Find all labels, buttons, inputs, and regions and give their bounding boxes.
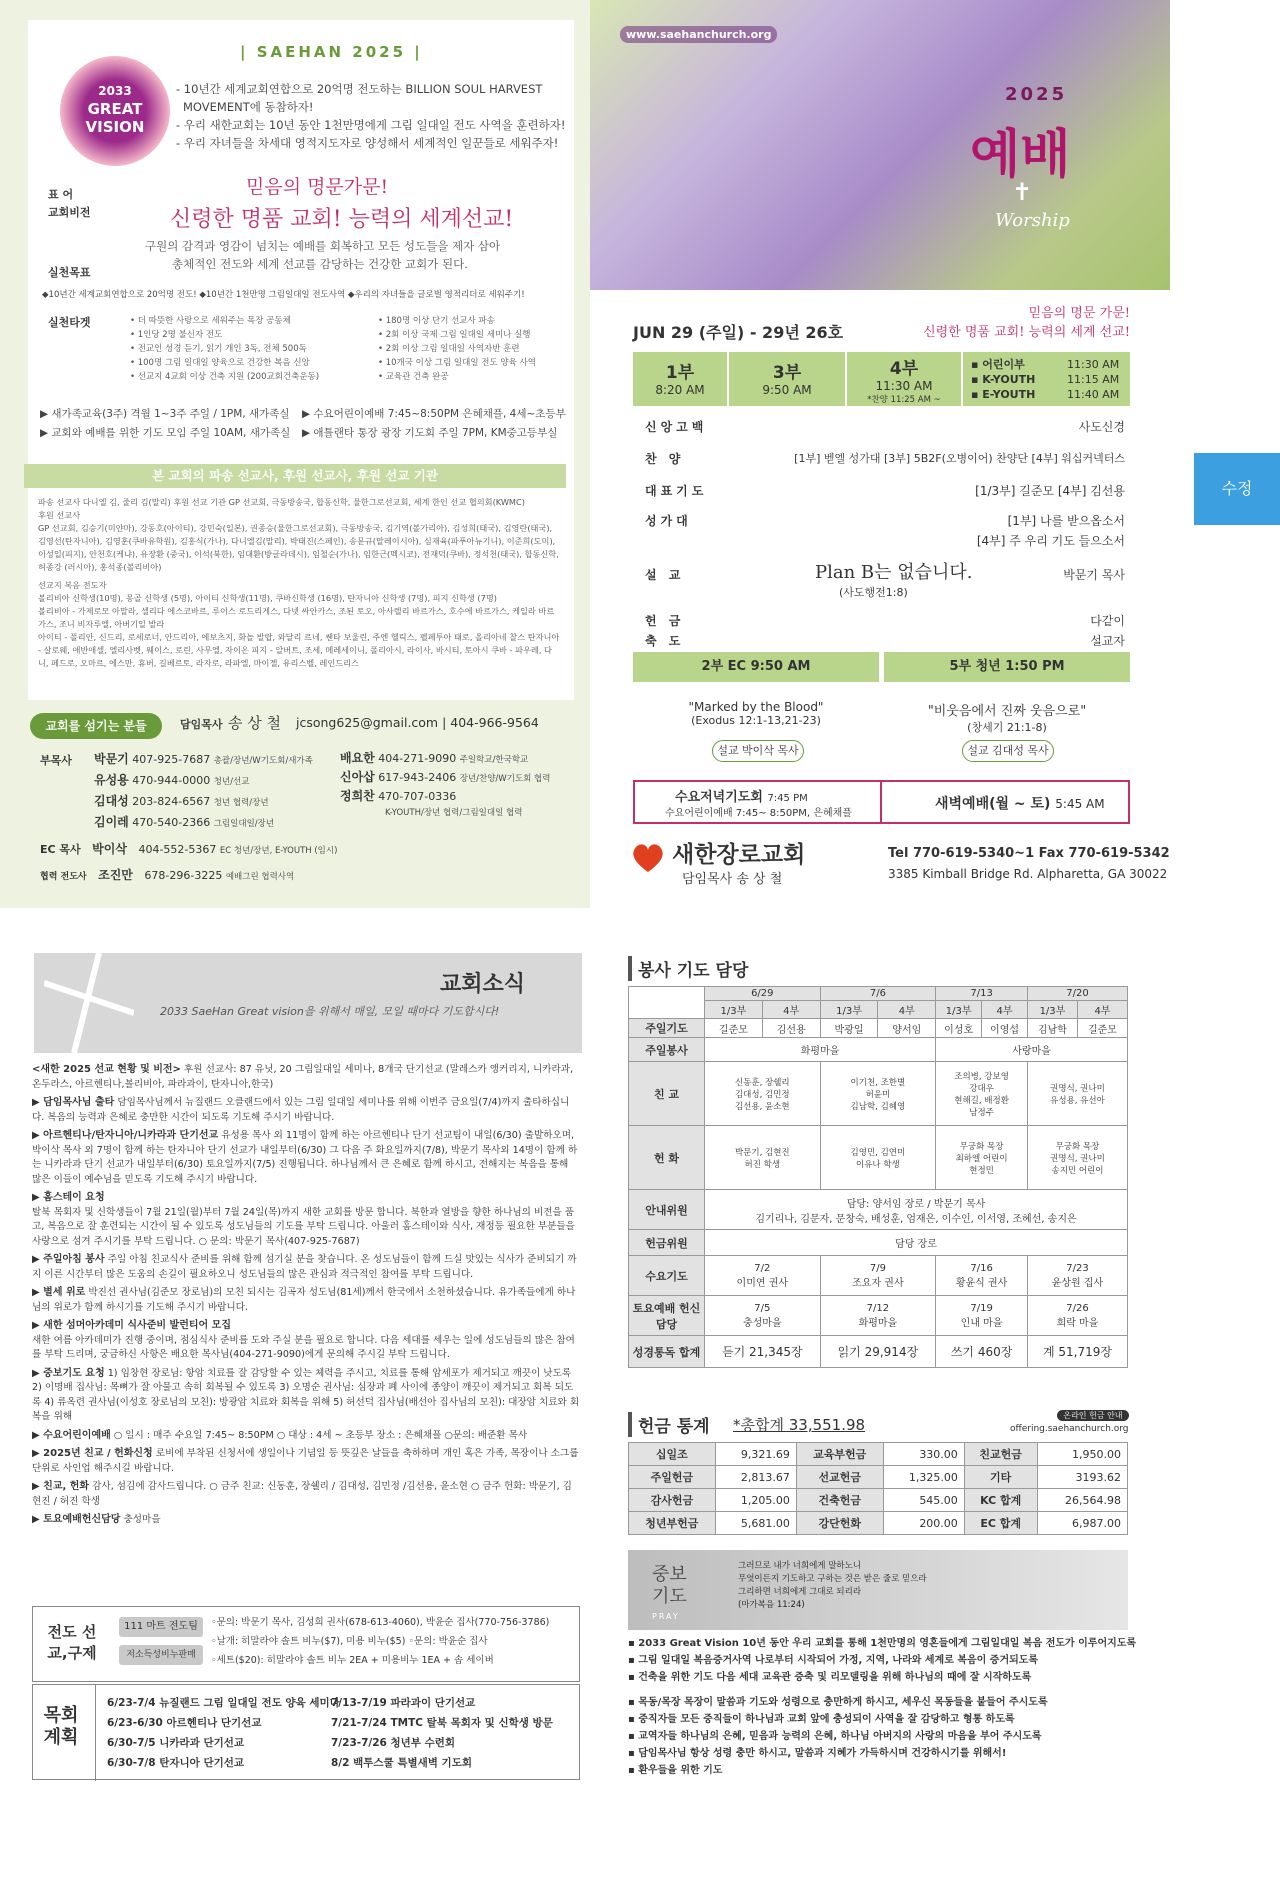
mission-bar: 본 교회의 파송 선교사, 후원 선교사, 후원 선교 기관: [24, 464, 566, 488]
service-times-bar: [633, 352, 1130, 406]
service-4: 4부 11:30 AM *찬양 11:25 AM ~: [847, 352, 963, 406]
order-choir: 성가대 [1부] 나를 받으옵소서: [645, 514, 1125, 528]
slogan-line1: 믿음의 명문가문!: [246, 176, 389, 198]
prayer-item: ▪ 2033 Great Vision 10년 동안 우리 교회를 통해 1천만명의 영혼들에게 그림일대일 복음 전도가 이루어지도록: [628, 1638, 1137, 1649]
order-offering: 헌 금 다같이: [645, 614, 1125, 628]
ec-preacher-pill: 설교 박이삭 목사: [712, 740, 804, 762]
youth-sermon: "비웃음에서 진짜 웃음으로" (창세기 21:1-8): [927, 704, 1087, 734]
table-row: 십일조 9,321.69 교육부헌금 330.00 친교헌금 1,950.00: [629, 1443, 1128, 1466]
order-confession: 신앙고백 사도신경: [645, 420, 1125, 434]
prayer-item: ▪ 목동/목장 목장이 말씀과 기도와 성령으로 충만하게 하시고, 세우신 목동들을 붙들어 주시도록: [628, 1697, 1048, 1708]
senior-pastor-contact: jcsong625@gmail.com | 404-966-9564: [296, 715, 539, 730]
service-date: JUN 29 (주일) - 29년 26호: [633, 323, 844, 342]
online-offering-link[interactable]: offering.saehanchurch.org: [1010, 1424, 1129, 1434]
plan-list-right: 7/13-7/19 파라과이 단기선교 7/21-7/24 TMTC 탈북 목회자 및 신학생 방문 7/23-7/26 청년부 수련회 8/2 백투스쿨 특별새벽 기도회: [331, 1697, 553, 1769]
mart-team-tag: 111 마트 전도팀: [119, 1617, 203, 1637]
prayer-banner-title: 중보 기도: [652, 1564, 687, 1607]
news-item: ▶ 담임목사님 출타 담임목사님께서 뉴질랜드 오클랜드에서 있는 그림 일대일 세미나를 위해 이번주 금요일(7/4)까지 출타하십니다. 복음의 능력과 은혜로 충만한 시간이 되도록 기도해 주시기 바랍니다.: [32, 1097, 570, 1123]
cross-fish-icon: ✝: [1012, 178, 1033, 206]
mission-text2: 총체적인 전도와 세계 선교를 감당하는 건강한 교회가 된다.: [172, 257, 468, 271]
prayer-verse: 그러므로 내가 너희에게 말하노니 무엇이든지 기도하고 구하는 것은 받은 줄로 믿으라 그리하면 너희에게 그대로 되리라 (마가복음 11:24): [738, 1561, 927, 1610]
table-row: 감사헌금 1,205.00 건축헌금 545.00 KC 합계 26,564.98: [629, 1489, 1128, 1512]
ec-sermon: "Marked by the Blood" (Exodus 12:1-13,21-23): [688, 700, 824, 727]
table-row: 수요기도 7/2 이미연 권사 7/9 조요자 권사 7/16 황윤식 권사 7/23 윤상원 집사: [629, 1256, 1128, 1296]
senior-pastor-label: 담임목사: [180, 718, 223, 731]
table-row: 청년부헌금 5,681.00 강단헌화 200.00 EC 합계 6,987.00: [629, 1512, 1128, 1535]
soap-sale-tag: 저소득성비누판매: [119, 1645, 203, 1665]
evangelism-label: 전도 선교,구제: [47, 1623, 97, 1662]
table-row: 토요예배 헌신담당 7/5 충성마을 7/12 화평마을 7/19 인내 마을 7/26 희락 마을: [629, 1296, 1128, 1336]
targets-right: • 180명 이상 단기 선교사 파송 • 2회 이상 국제 그림 일대일 세미나 실행 • 2회 이상 그림 일대일 사역자반 훈련 • 10개국 이상 그림 일대일 전도 양육 사역 • 교육관 건축 완공: [378, 316, 536, 382]
edit-button[interactable]: 수정: [1194, 453, 1280, 525]
prayer-banner: [628, 1550, 1128, 1630]
news-item: ▶ 2025년 친교 / 헌화신청 로비에 부착된 신청서에 생일이나 기념일 등 뜻깊은 날들을 축하하며 개인 혹은 가족, 목장이나 소그룹 단위로 사인업 해주시길 바랍니다.: [32, 1448, 579, 1474]
news-item: ▶ 수요어린이예배 ○ 일시 : 매주 수요일 7:45~ 8:50PM ○ 대상 : 4세 ~ 초등부 장소 : 은혜채플 ○문의: 배준환 목사: [32, 1429, 528, 1441]
news-list: [32, 1063, 580, 1528]
table-row: 6/29 7/6 7/13 7/20: [629, 987, 1128, 1001]
news-item: ▶ 홈스테이 요청 탈북 목회자 및 신학생들이 7월 21일(월)부터 7월 24일(목)까지 새한 교회를 방문 합니다. 북한과 열방을 향한 하나님의 비전을 품고, 복음으로 잘 훈련되는 시간이 될 수 있도록 성도님들의 기도를 부탁 드립니다. 아울러 홈스테이와 식사, 재정등 필요한 부분들을 사랑으로 섬겨 주시기를 부탁 드립니다. ○ 문의: 박문기 목사(407-925-7687): [32, 1192, 575, 1247]
badge-line2: VISION: [85, 118, 145, 136]
news-item: <새한 2025 선교 현황 및 비전> 후원 선교사: 87 유닛, 20 그림일대일 세미나, 8개국 단기선교 (말레스카 앵커리지, 니카라과, 온두라스, 아르헨티나,볼리비아, 파라과이, 탄자니아,한국): [32, 1064, 574, 1090]
online-offering: [1010, 1410, 1129, 1434]
cross-decoration-icon: [44, 953, 134, 1053]
assoc-pastor-list: 박문기 407-925-7687 총괄/장년/W기도회/새가족 유성용 470-944-0000 청년/선교 김대성 203-824-6567 청년 협력/장년 김이레 470-540-2366 그림일대일/장년: [94, 752, 313, 829]
prayer-item: ▪ 중직자들 모든 중직들이 하나님과 교회 앞에 충성되이 사역을 잘 감당하고 형통 하도록: [628, 1714, 1015, 1725]
online-offering-tag: 온라인 헌금 안내: [1057, 1410, 1128, 1421]
targets-left: • 더 따뜻한 사랑으로 세워주는 목장 공동체 • 1인당 2명 불신자 전도 • 전교인 성경 듣기, 읽기 개인 3독, 전체 500독 • 100명 그림 일대일 양육으로 건강한 복음 신앙 • 선교지 4교회 이상 건축 지원 (200교회건축운동): [130, 316, 320, 382]
service-slogan: 믿음의 명문 가문! 신령한 명품 교회! 능력의 세계 선교!: [923, 306, 1130, 340]
label-target: 실천타겟: [48, 316, 91, 329]
serving-people-tag: 교회를 섬기는 분들: [30, 713, 162, 739]
table-row: 친 교 신동훈, 장쉘리 김대성, 김민정 김선용, 윤소현 이기천, 조한별 허윤미 김남학, 김혜영 조의병, 강보영 강대우 현해길, 배정환 남정주 권명식, 권나미 유성용, 유선아: [629, 1062, 1128, 1126]
ec-pastor-row: EC 목사 박이삭 404-552-5367 EC 청년/장년, E-YOUTH (임시): [40, 842, 338, 856]
other-staff-list: 배요한 404-271-9090 주일학교/한국학교 신아삽 617-943-2406 장년/찬양/W기도회 협력 정희찬 470-707-0336 K-YOUTH/장년 협력/그림일대일 협력: [340, 751, 551, 818]
service-1: 1부 8:20 AM: [633, 352, 729, 406]
table-row: 헌금위원 담당 장로: [629, 1230, 1128, 1256]
order-praise: 찬 양 [1부] 벧엘 성가대 [3부] 5B2F(오병이어) 찬양단 [4부] 워십커넥터스: [645, 452, 1125, 466]
goal-line: ◆10년간 세계교회연합으로 20억명 전도! ◆10년간 1천만명 그림일대일 전도사역 ◆우리의 자녀들을 글로벌 영적리더로 세워주기!: [42, 290, 525, 300]
offering-title: 헌금 통계: [628, 1412, 710, 1437]
order-sermon: 설 교 Plan B는 없습니다. (사도행전1:8) 박문기 목사: [645, 562, 1125, 599]
pastor-line: 담임목사 송 상 철: [682, 872, 783, 887]
news-item: ▶ 별세 위로 박진선 권사님(김준모 장로님)의 모친 되시는 김곡자 성도님(81세)께서 한국에서 소천하셨습니다. 유가족들에게 하나님의 위로가 함께 하시기를 기도해 주시기 바랍니다.: [32, 1287, 576, 1313]
youth-preacher-pill: 설교 김대성 목사: [962, 740, 1054, 762]
news-item: ▶ 주일아침 봉사 주일 아침 친교식사 준비를 위해 함께 섬기실 분을 찾습니다. 온 성도님들이 함께 드실 맛있는 식사가 준비되기 까지 이른 시간부터 많은 도움의 손길이 필요하오니 성도님들의 많은 관심과 적극적인 참여를 부탁 드립니다.: [32, 1254, 577, 1280]
mission-text1: 구원의 감격과 영감이 넘치는 예배를 회복하고 모든 성도들을 제자 삼아: [145, 239, 501, 253]
dawn-service: 새벽예배(월 ~ 토) 5:45 AM: [935, 796, 1105, 812]
vision-bullets: - 10년간 세계교회연합으로 20억명 전도하는 BILLION SOUL HARVEST MOVEMENT에 동참하자! - 우리 새한교회는 10년 동안 1천만명에게 그림 일대일 전도 사역을 훈련하자! - 우리 자녀들을 차세대 영적지도자로 양성해서 세계적인 일꾼들로 세워주자!: [176, 82, 566, 150]
prayer-item: ▪ 담임목사님 항상 성령 충만 하시고, 말씀과 지혜가 가득하시며 건강하시기를 위해서!: [628, 1748, 1007, 1759]
table-row: 주일헌금 2,813.67 선교헌금 1,325.00 기타 3193.62: [629, 1466, 1128, 1489]
prayer-item: ▪ 그림 일대일 복음증거사역 나로부터 시작되어 가정, 지역, 나라와 세계로 복음이 증거되도록: [628, 1655, 1039, 1666]
youth-times: ▪ 어린이부 11:30 AM ▪ K-YOUTH 11:15 AM ▪ E-YOUTH 11:40 AM: [971, 358, 1120, 401]
saehan-title: | SAEHAN 2025 |: [240, 43, 423, 61]
senior-pastor-name: 송 상 철: [228, 714, 282, 732]
table-row: 주일봉사 화평마을 사랑마을: [629, 1038, 1128, 1062]
table-row: 헌 화 박문기, 김현진 허진 학생 김영민, 김연미 이유나 학생 무궁화 목장 최하엘 어린이 현정민 무궁화 목장 권명식, 권나미 송지민 어린이: [629, 1126, 1128, 1190]
church-logo-icon: [630, 842, 666, 874]
prayer-item: ▪ 환우들을 위한 기도: [628, 1765, 723, 1776]
worship-title: 예배: [970, 124, 1071, 185]
offering-table: [628, 1442, 1128, 1535]
news-item: ▶ 아르헨티나/탄자니아/니카라과 단기선교 유성용 목사 외 11명이 함께 하는 아르헨티나 단기 선교팀이 내일(6/30) 출발하오며, 박이삭 목사 외 7명이 함께 하는 탄자니아 단기 선교가 내일부터(6/30) 그 다음 주 화요일까지(7/8), 박문기 목사외 14명이 함께 하는 니카라과 단기 선교가 내일부터(6/30) 토요일까지(7/5) 진행됩니다. 하나님께서 큰 은혜로 함께 하시고, 전해지는 복음을 통해 많은 이들이 예수님을 믿도록 기도해 주시기 바랍니다.: [32, 1130, 578, 1185]
offering-total: *총합계 33,551.98: [733, 1416, 866, 1434]
news-subtitle: 2033 SaeHan Great vision을 위해서 매일, 모일 때마다 기도합시다!: [160, 1005, 500, 1018]
table-row: 1/3부 4부 1/3부 4부 1/3부 4부 1/3부 4부: [629, 1001, 1128, 1019]
plan-list-left: 6/23-7/4 뉴질랜드 그림 일대일 전도 양육 세미나 6/23-6/30 아르헨티나 단기선교 6/30-7/5 니카라과 단기선교 6/30-7/8 탄자니아 단기선교: [107, 1697, 340, 1769]
news-item: ▶ 새한 섬머아카데미 식사준비 발런티어 모집 새한 여름 아카데미가 진행 중이며, 점심식사 준비를 도와 주실 분을 필요로 합니다. 다음 세대를 세우는 일에 성도님들의 많은 참여를 부탁 드리며, 궁금하신 사항은 배요한 목사님(404-271-9090)에게 문의해 주시길 부탁 드립니다.: [32, 1320, 575, 1360]
label-vision: 교회비전: [48, 206, 91, 219]
volunteer-title: 봉사 기도 담당: [628, 956, 748, 981]
wed-prayer: 수요저녁기도회 7:45 PM: [675, 790, 808, 805]
worship-subtitle: Worship: [995, 210, 1070, 231]
news-title: 교회소식: [440, 971, 526, 997]
great-vision-logo: [60, 56, 170, 166]
order-benediction: 축 도 설교자: [645, 634, 1125, 648]
prayer-banner-sub: PRAY: [652, 1612, 680, 1621]
lilac-photo: [590, 0, 1170, 290]
wed-kids-service: 수요어린이예배 7:45~ 8:50PM, 은혜채플: [665, 808, 852, 819]
table-row: 성경통독 합계 듣기 21,345장 읽기 29,914장 쓰기 460장 계 51,719장: [629, 1336, 1128, 1368]
news-item: ▶ 토요예배헌신담당 충성마을: [32, 1514, 161, 1525]
badge-line1: GREAT: [87, 100, 143, 118]
service-3: 3부 9:50 AM: [729, 352, 847, 406]
label-goal: 실천목표: [48, 266, 91, 279]
table-row: 주일기도 길준모 김선용 박광일 양서임 이성호 이영섭 김남학 길준모: [629, 1019, 1128, 1038]
volunteer-table: [628, 986, 1128, 1368]
church-url-link[interactable]: www.saehanchurch.org: [620, 26, 777, 43]
slogan-line2: 신령한 명품 교회! 능력의 세계선교!: [170, 207, 514, 232]
order-prayer: 대표기도 [1/3부] 길준모 [4부] 김선용: [645, 484, 1125, 498]
evangelism-details: ◦문의: 박문기 목사, 김성희 권사(678-613-4060), 박윤순 집사(770-756-3786) ◦날개: 히말라야 솔트 비누($7), 미용 비누($5) ◦문의: 박윤순 집사 ◦세트($20): 히말라야 솔트 비누 2EA + 미용비누 1EA + 솝 세이버: [211, 1617, 550, 1666]
badge-year: 2033: [98, 84, 132, 98]
ministry-plan-label: 목회 계획: [43, 1705, 79, 1748]
prayer-item: ▪ 건축을 위한 기도 다음 세대 교육관 증축 및 리모델링을 위해 하나님의 때에 잘 시작하도록: [628, 1672, 1032, 1683]
ministry-plan-box: [32, 1684, 580, 1780]
church-contact: Tel 770-619-5340~1 Fax 770-619-5342 3385 Kimball Bridge Rd. Alpharetta, GA 30022: [888, 846, 1170, 881]
worship-year: 2025: [1005, 84, 1068, 105]
prayer-item: ▪ 교역자들 하나님의 은혜, 믿음과 능력의 은혜, 하나님 아버지의 사랑의 마음을 부어 주시도록: [628, 1731, 1042, 1742]
church-name: 새한장로교회: [672, 842, 806, 868]
coop-evangelist-row: 협력 전도사 조진만 678-296-3225 예배그린 협력사역: [40, 868, 295, 882]
youth-service-bar: 5부 청년 1:50 PM: [884, 652, 1130, 682]
assoc-pastor-label: 부목사: [40, 754, 72, 767]
news-item: ▶ 친교, 헌화 감사, 섬김에 감사드립니다. ○ 금주 친교: 신동훈, 장쉘리 / 김대성, 김민정 /김선용, 윤소현 ○ 금주 헌화: 박문기, 김현진 / 허진 학생: [32, 1481, 572, 1507]
evangelism-box: [32, 1606, 580, 1682]
weekday-services-box: [633, 780, 1130, 824]
table-row: 안내위원 담당: 양서임 장로 / 박문기 목사 김기리나, 김문자, 문창숙, 배성훈, 엄재은, 이수인, 이서영, 조혜선, 송지은: [629, 1190, 1128, 1230]
events-list: ▶ 새가족교육(3주) 격월 1~3주 주일 / 1PM, 새가족실 ▶ 수요어린이예배 7:45~8:50PM 은혜채플, 4세~초등부 ▶ 교회와 예배를 위한 기도 모임 주일 10AM, 새가족실 ▶ 애틀랜타 통장 광장 기도회 주일 7PM, KM중고등부실: [40, 408, 566, 439]
ec-service-bar: 2부 EC 9:50 AM: [633, 652, 879, 682]
news-item: ▶ 중보기도 요청 1) 임창현 장로님: 항암 치료를 잘 감당할 수 있는 체력을 주시고, 치료를 통해 암세포가 제거되고 깨끗이 낫도록 2) 이명배 집사님: 목뼈가 잘 아물고 속히 회복될 수 있도록 3) 오명순 권사님: 심장과 폐 사이에 종양이 깨끗이 제거되고 회복 되도록 4) 류옥련 권사님(이성호 장로님의 모친): 방광암 치료와 회복을 위해 5) 허선덕 집사님(배선아 집사님의 모친): 대장암 치료와 회복을 위해: [32, 1367, 580, 1422]
label-motto: 표 어: [48, 188, 74, 201]
mission-paragraphs: 파송 선교사 다니엘 김, 줄리 김(말리) 후원 선교 기관 GP 선교회, 극동방송국, 합동신학, 물한그로선교회, 세계 한인 선교 협의회(KWMC) 후원 선교사 GP 선교회, 김승기(미얀마), 강동호(아이티), 강민숙(일본), 권종승(물한그로선교회), 극동방송국, 김기역(볼가리아), 김성희(태국), 김영란(태국), 김영선(탄자니아), 김영훈(쿠바유학원), 김홍식(가나), 다니엘김(말리), 박태진(스페인), 송문규(말레이시아), 심재육(파푸아뉴기니), 이준희(도미), 이성일(피지), 안천호(케냐), 유장환 (중국), 이석(북한), 임대환(방글라데시), 임철순(가나), 임한근(멕시코), 전재덕(쿠바), 정석천(태국), 합동신학, 허종강 (러시아), 홍석종(볼리비아) 선교지 복음 전도자 볼리비아 신학생(10명), 몽골 신학생 (5명), 아이티 신학생(11명), 쿠바신학생 (16명), 탄자니아 신학생 (7명), 피지 신학생 (7명) 볼리비아 - 가제로모 아말라, 셀리다 에스코바르, 루이스 로드리게스, 다넷 싸안카스, 조된 토오, 아사렐리 바르가스, 호수에 바르가스, 케일라 바르가스, 조니 비자루엘, 아버기일 발라 아이티 - 폴리안, 신드리, 로세로너, 안드리아, 에보츠지, 화놀 발랍, 와달리 르네, 쎈타 보울린, 주엔 헬릭스, 펠페투아 태로, 올리아네 찰스 탄자니아 - 살로웨, 애반애셀, 엘리사벳, 웨이스, 로린, 사무엘, 자이온 피지 - 알버트, 조세, 메레세이니, 폴리아시, 라이사, 바시티, 토아시 쿠바 - 파우레, 다니, 페드로, 오마르, 에스만, 휴버, 길베르토, 라자로, 라파엘, 마이젤, 유리스벨, 레인드리스: [38, 497, 560, 668]
